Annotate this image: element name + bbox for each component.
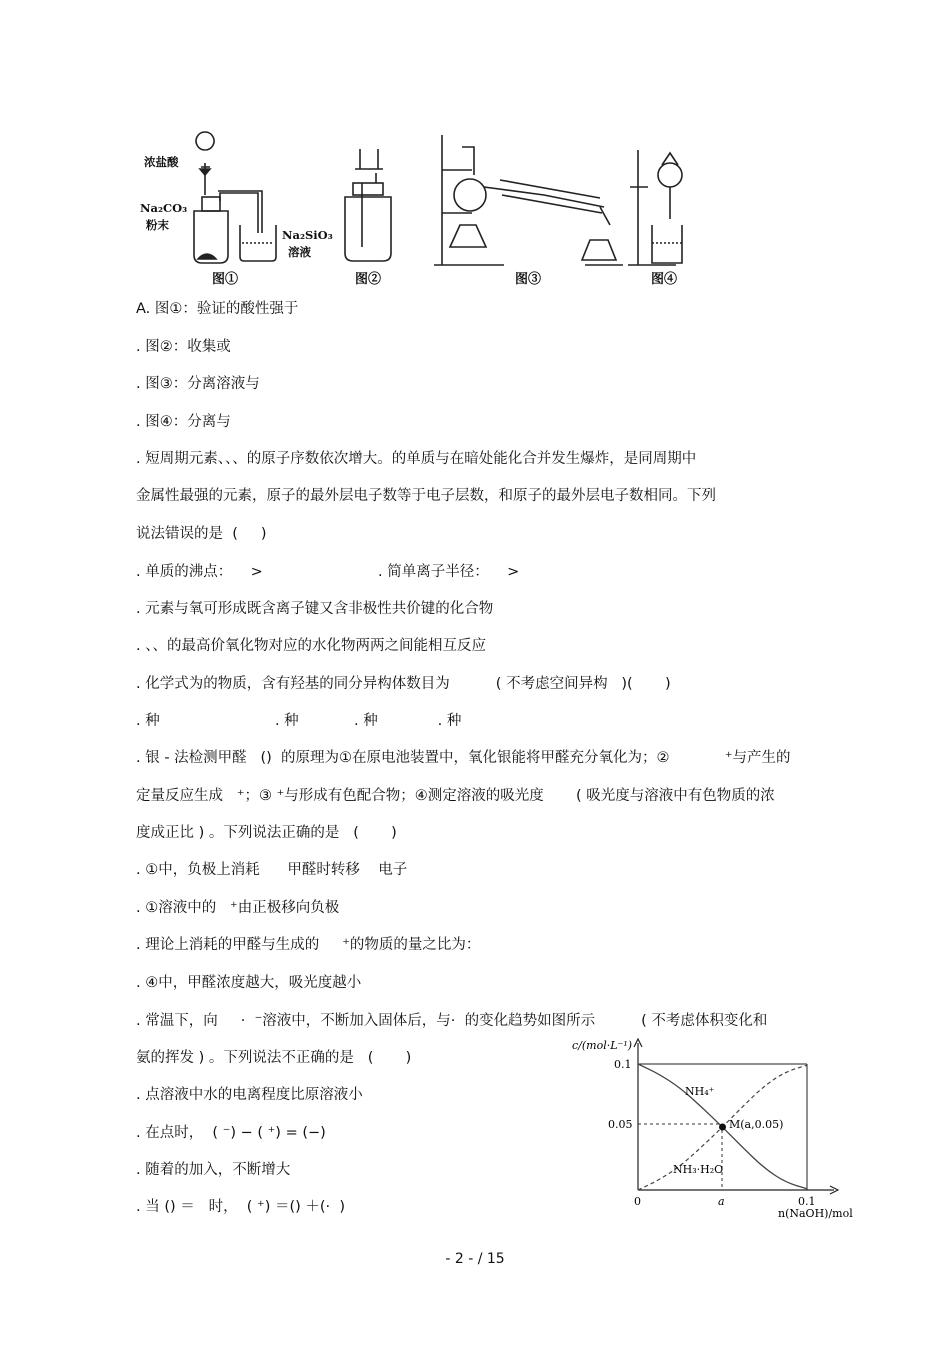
chart-ylabel: c/(mol·L⁻¹)	[572, 1039, 633, 1052]
text-line: . ①溶液中的 ⁺由正极移向负极	[136, 900, 340, 916]
text-line: . 图②：收集或	[136, 339, 231, 355]
text-line: . 常温下，向 · ⁻溶液中，不断加入固体后，与· 的变化趋势如图所示 ( 不考虑体积变化和	[136, 1013, 768, 1029]
fig1-apparatus	[194, 132, 276, 263]
text-line: . 在点时， ( ⁻) − ( ⁺) = (−)	[136, 1125, 326, 1141]
text-line: . 、、的最高价氧化物对应的水化物两两之间能相互反应	[136, 638, 486, 654]
text-line: A. 图①：验证的酸性强于	[136, 301, 299, 317]
text-line: . 图④：分离与	[136, 414, 231, 430]
fig2-bottle	[345, 149, 391, 261]
fig3-distillation	[434, 135, 623, 265]
text-line: . 短周期元素、、、的原子序数依次增大。的单质与在暗处能化合并发生爆炸，是同周期中	[136, 451, 697, 467]
text-line: . 点溶液中水的电离程度比原溶液小	[136, 1087, 363, 1103]
text-line: . 化学式为的物质，含有羟基的同分异构体数目为 ( 不考虑空间异构 )( )	[136, 676, 671, 692]
caption-fig1: 图①	[212, 272, 239, 287]
fig4-separatory	[628, 150, 682, 265]
text-line: . 理论上消耗的甲醛与生成的 ⁺的物质的量之比为：	[136, 937, 481, 953]
chart-xlabel: n(NaOH)/mol	[778, 1207, 853, 1220]
caption-fig4: 图④	[651, 272, 678, 287]
text-line: 氨的挥发 ) 。下列说法不正确的是 ( )	[136, 1050, 412, 1066]
text-line: 度成正比 ) 。下列说法正确的是 ( )	[136, 825, 397, 841]
text-line: 金属性最强的元素，原子的最外层电子数等于电子层数，和原子的最外层电子数相同。下列	[136, 488, 716, 504]
x-tick-0.1: 0.1	[798, 1195, 816, 1208]
text-line: . 随着的加入，不断增大	[136, 1162, 291, 1178]
fig1-label-soln-1: Na₂SiO₃	[282, 228, 333, 242]
text-line: . 图③：分离溶液与	[136, 376, 260, 392]
y-tick-0.05: 0.05	[608, 1118, 633, 1131]
text-line: . 当 () ＝ 时， ( ⁺) ＝() ＋(· )	[136, 1199, 346, 1215]
apparatus-figure	[130, 125, 710, 290]
x-tick-0: 0	[634, 1195, 641, 1208]
fig1-label-solid-1: Na₂CO₃	[140, 201, 188, 215]
text-line: 说法错误的是 ( )	[136, 526, 267, 542]
text-line: . ④中，甲醛浓度越大，吸光度越小	[136, 975, 362, 991]
series-nh4-label: NH₄⁺	[685, 1085, 715, 1098]
text-line: . 银 - 法检测甲醛 () 的原理为①在原电池装置中，氧化银能将甲醛充分氧化为；② ⁺与产生的	[136, 750, 791, 766]
fig1-label-soln-2: 溶液	[288, 245, 311, 259]
fig1-label-acid: 浓盐酸	[144, 155, 179, 169]
text-line: . 种 . 种 . 种 . 种	[136, 713, 462, 729]
concentration-chart	[570, 1035, 870, 1220]
text-line: . 元素与氧可形成既含离子键又含非极性共价键的化合物	[136, 601, 494, 617]
series-nh3h2o-label: NH₃·H₂O	[673, 1163, 724, 1176]
text-line: . 单质的沸点： > . 简单离子半径： >	[136, 564, 520, 580]
text-line: 定量反应生成 ⁺；③ ⁺与形成有色配合物；④测定溶液的吸光度 ( 吸光度与溶液中有色物质的浓	[136, 788, 775, 804]
point-m-marker	[719, 1124, 726, 1131]
caption-fig2: 图②	[355, 272, 382, 287]
point-m-label: M(a,0.05)	[729, 1118, 784, 1131]
y-tick-0.1: 0.1	[614, 1058, 632, 1071]
fig1-label-solid-2: 粉末	[146, 218, 169, 232]
caption-fig3: 图③	[515, 272, 542, 287]
text-line: . ①中，负极上消耗 甲醛时转移 电子	[136, 862, 408, 878]
page-number: - 2 - / 15	[445, 1251, 505, 1267]
x-tick-a: a	[718, 1195, 725, 1208]
